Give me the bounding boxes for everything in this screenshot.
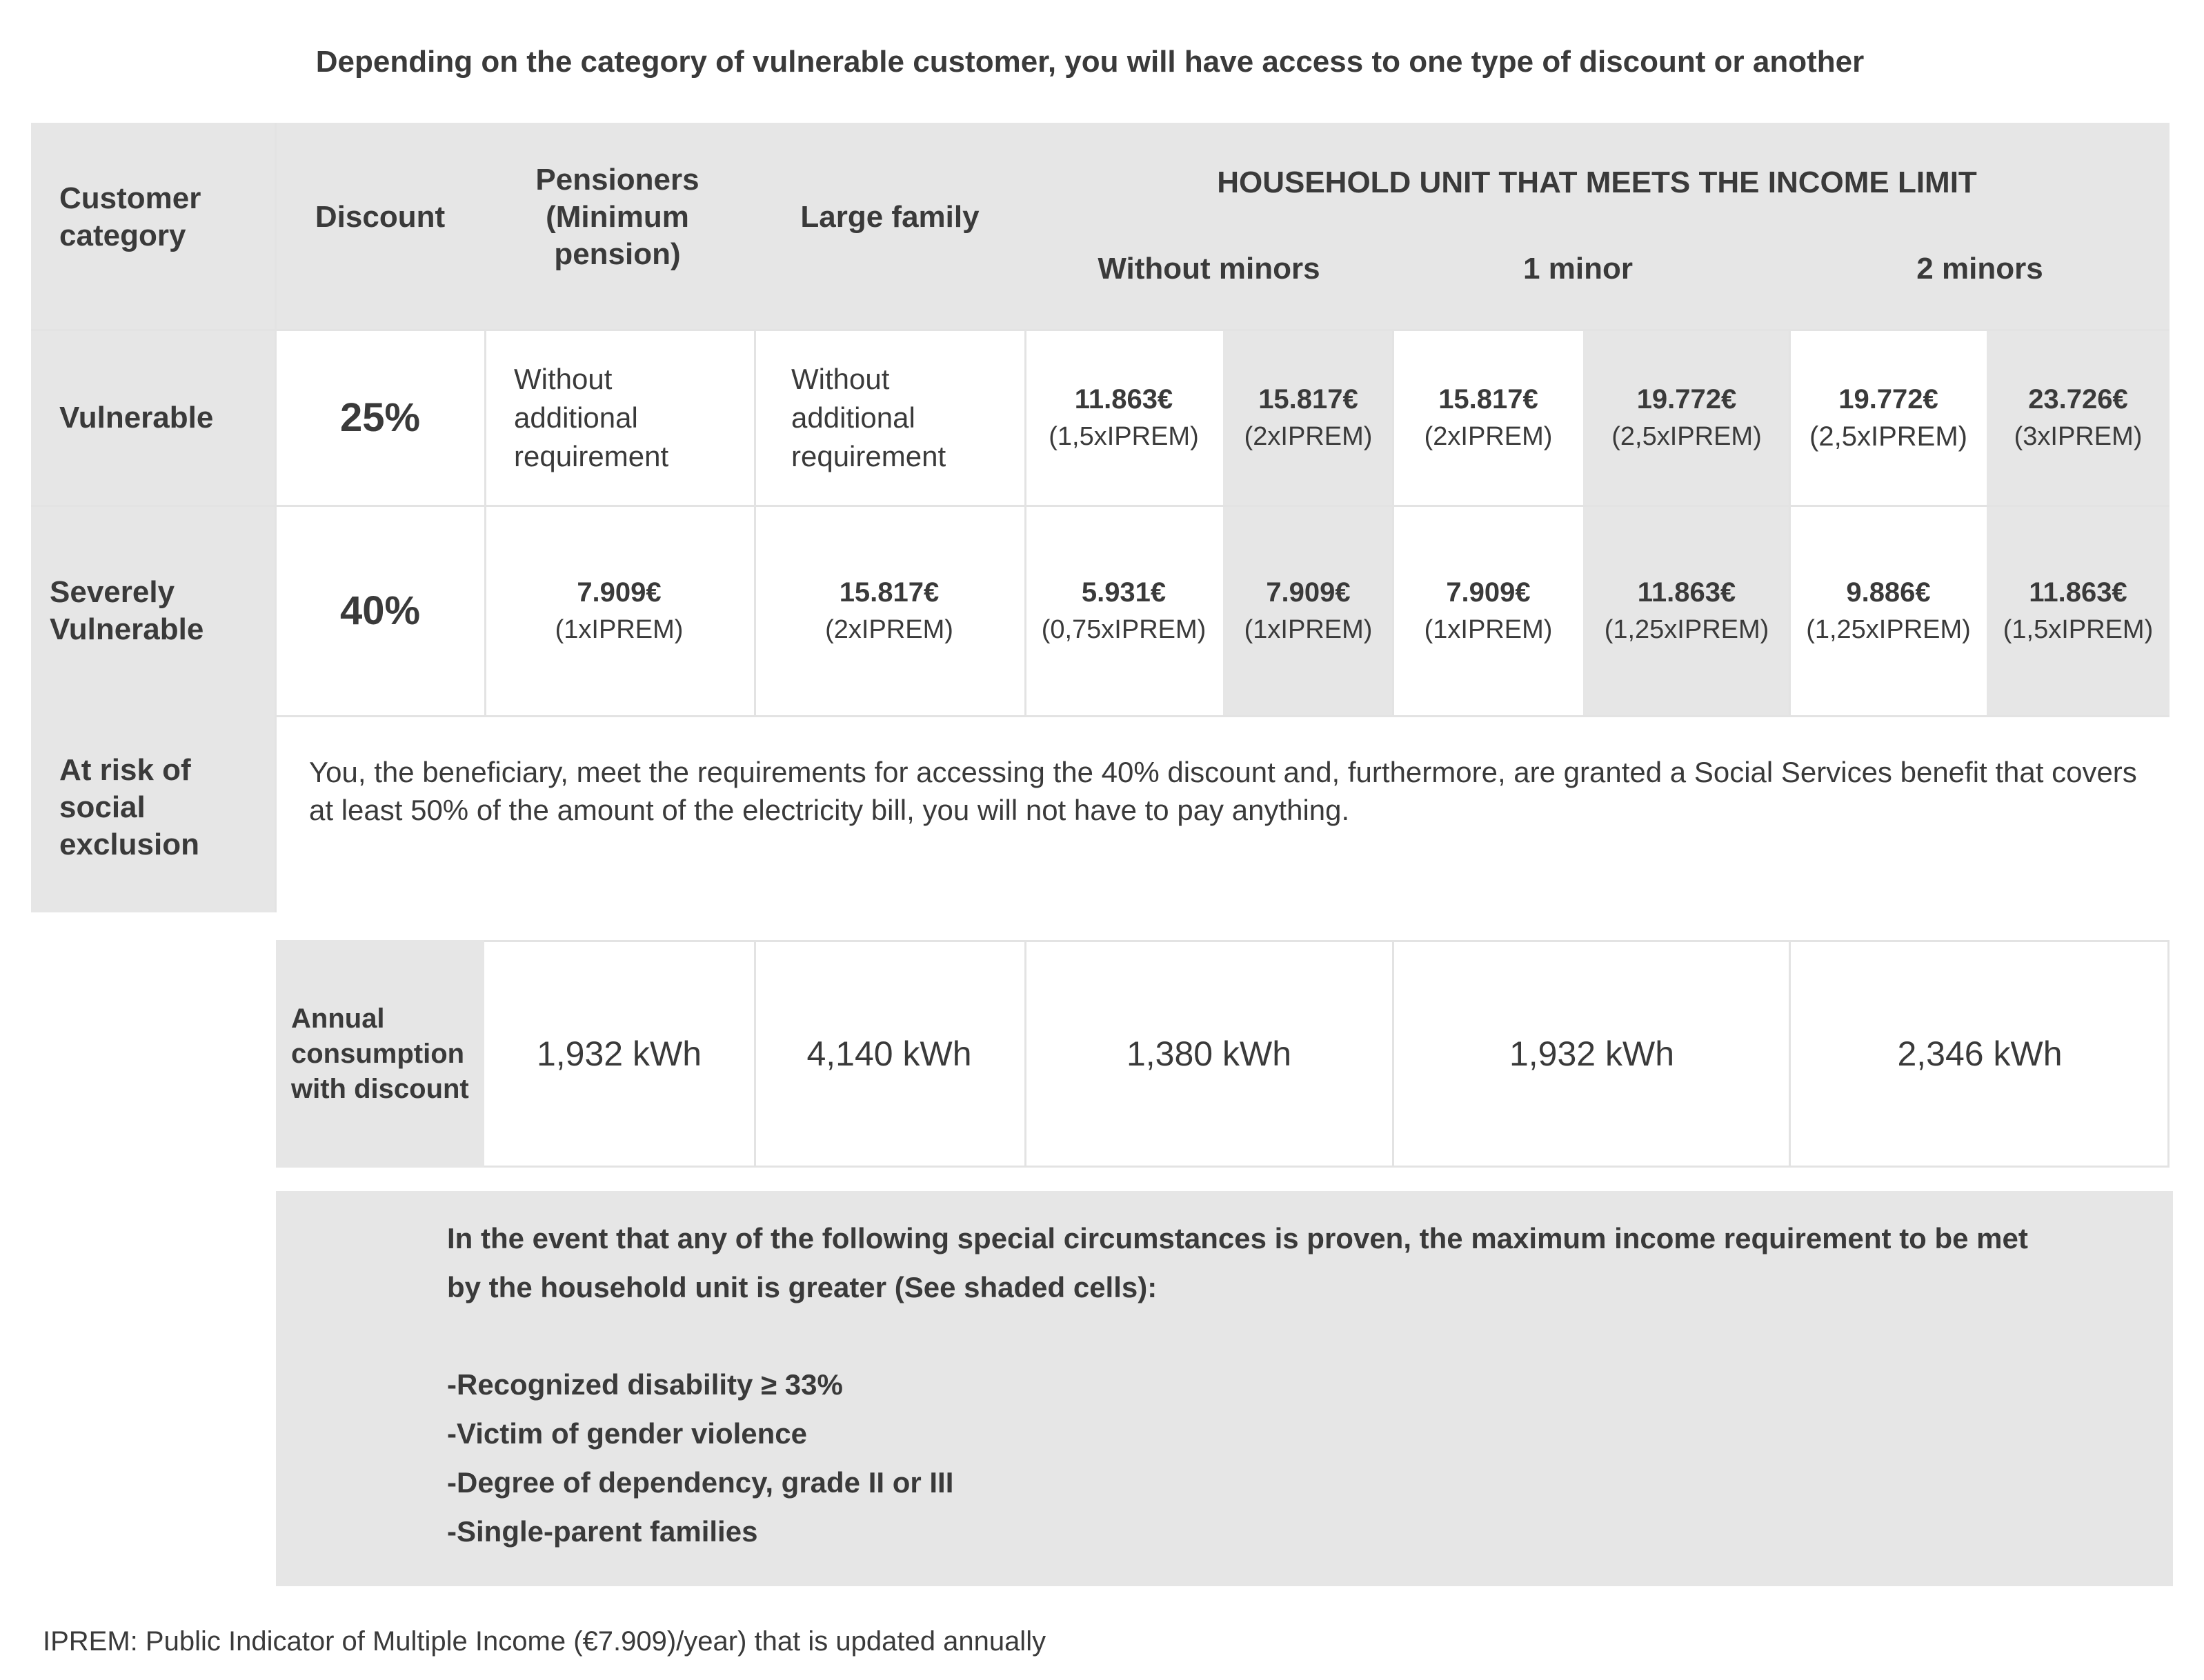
iprem-multiplier: (2,5xIPREM) — [1611, 421, 1762, 451]
header-household-unit: HOUSEHOLD UNIT THAT MEETS THE INCOME LIMIT — [1217, 166, 1977, 199]
discount-vulnerable: 25% — [339, 395, 421, 440]
consumption-value: 1,380 kWh — [1126, 1034, 1291, 1073]
list-item: -Single-parent families — [447, 1515, 758, 1548]
header-large-family: Large family — [800, 200, 980, 234]
vulnerable-cell — [1790, 330, 1987, 506]
pensioners-vulnerable: Without additional requirement — [514, 362, 669, 472]
income-amount: 11.863€ — [2029, 577, 2127, 608]
consumption-value: 4,140 kWh — [806, 1034, 972, 1073]
severely-cell — [1583, 506, 1790, 716]
iprem-multiplier: (1,5xIPREM) — [2003, 614, 2154, 644]
severely-cell — [1393, 506, 1583, 716]
iprem-multiplier: (1xIPREM) — [555, 614, 684, 644]
header-pensioners: Pensioners (Minimum pension) — [535, 163, 699, 271]
income-amount: 5.931€ — [1081, 577, 1166, 608]
consumption-value: 1,932 kWh — [1509, 1034, 1674, 1073]
iprem-multiplier: (1,25xIPREM) — [1604, 614, 1769, 644]
header-customer-category: Customer category — [59, 181, 201, 252]
severely-cell — [1987, 506, 2170, 716]
income-amount: 7.909€ — [577, 577, 662, 608]
social-exclusion-text: You, the beneficiary, meet the requirements for accessing the 40% discount and, furthermore, are granted a Social Services benefit that covers at least 50% of the amount of the electricity bill, you will not have to pay anything. — [309, 756, 2137, 826]
income-amount: 7.909€ — [1446, 577, 1531, 608]
vulnerable-cell — [1024, 330, 1223, 506]
income-amount: 15.817€ — [1258, 383, 1358, 414]
consumption-label: Annual consumption with discount — [276, 940, 484, 1168]
income-amount: 9.886€ — [1846, 577, 1931, 608]
iprem-multiplier: (1xIPREM) — [1424, 614, 1553, 644]
list-item: -Victim of gender violence — [447, 1417, 808, 1450]
severely-cell — [1790, 506, 1987, 716]
iprem-multiplier: (1,5xIPREM) — [1049, 421, 1199, 451]
list-item: -Degree of dependency, grade II or III — [447, 1466, 954, 1499]
iprem-multiplier: (2xIPREM) — [825, 614, 953, 644]
severely-cell — [1024, 506, 1223, 716]
large-family-severely — [754, 506, 1024, 716]
vulnerable-cell — [1583, 330, 1790, 506]
vulnerable-cell — [1223, 330, 1393, 506]
iprem-multiplier: (1,25xIPREM) — [1806, 614, 1971, 644]
pensioners-severely — [484, 506, 754, 716]
category-severely-vulnerable: Severely Vulnerable — [50, 574, 204, 646]
header-two-minors: 2 minors — [1916, 252, 2043, 286]
special-circumstances-intro: In the event that any of the following special circumstances is proven, the maximum income requirement to be met by the household unit is greater (See shaded cells): — [447, 1222, 2028, 1303]
consumption-value: 1,932 kWh — [536, 1034, 702, 1073]
income-amount: 7.909€ — [1266, 577, 1351, 608]
footnote: IPREM: Public Indicator of Multiple Income (€7.909)/year) that is updated annually — [43, 1626, 1046, 1657]
income-amount: 15.817€ — [1438, 383, 1538, 414]
iprem-multiplier: (2xIPREM) — [1244, 421, 1373, 451]
iprem-multiplier: (3xIPREM) — [2014, 421, 2143, 451]
income-amount: 19.772€ — [1838, 383, 1938, 414]
discount-severely-vulnerable: 40% — [339, 588, 421, 633]
severely-cell — [1223, 506, 1393, 716]
iprem-multiplier: (0,75xIPREM) — [1041, 614, 1207, 644]
large-family-vulnerable: Without additional requirement — [791, 362, 946, 472]
header-discount: Discount — [315, 200, 446, 234]
income-amount: 23.726€ — [2028, 383, 2128, 414]
list-item: -Recognized disability ≥ 33% — [447, 1368, 843, 1401]
income-amount: 11.863€ — [1637, 577, 1736, 608]
vulnerable-cell — [1987, 330, 2170, 506]
income-amount: 15.817€ — [839, 577, 940, 608]
income-amount: 11.863€ — [1074, 383, 1173, 414]
income-amount: 19.772€ — [1636, 383, 1737, 414]
iprem-multiplier: (2xIPREM) — [1424, 421, 1553, 451]
category-social-exclusion: At risk of social exclusion — [59, 753, 199, 861]
consumption-value: 2,346 kWh — [1897, 1034, 2063, 1073]
iprem-multiplier: (2,5xIPREM) — [1809, 421, 1967, 452]
category-vulnerable: Vulnerable — [59, 400, 214, 434]
page-title: Depending on the category of vulnerable customer, you will have access to one type of discount or another — [315, 45, 1865, 79]
header-without-minors: Without minors — [1098, 252, 1320, 286]
iprem-multiplier: (1xIPREM) — [1244, 614, 1373, 644]
vulnerable-cell — [1393, 330, 1583, 506]
special-circumstances-list — [447, 1360, 2034, 1560]
header-one-minor: 1 minor — [1523, 252, 1633, 286]
